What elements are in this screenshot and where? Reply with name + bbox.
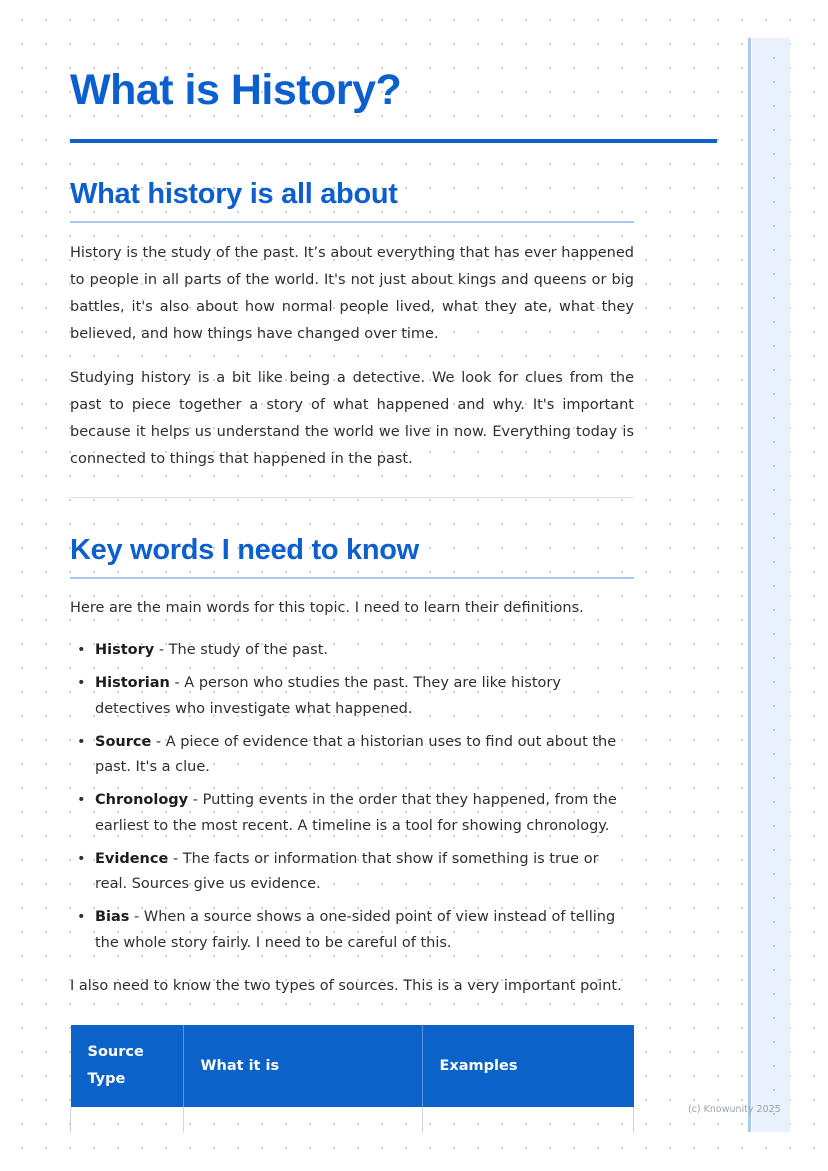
keyword-term: Source: [95, 733, 152, 750]
bullet-icon: •: [77, 642, 86, 658]
keyword-term: Chronology: [95, 792, 189, 808]
table-cell: [183, 1107, 422, 1133]
keyword-definition: - Putting events in the order that they happened, from the earliest to the most recent. A timeline is a tool for showing chronology.: [95, 792, 617, 834]
section-heading-history-about: What history is all about: [70, 178, 398, 210]
list-item: [70, 905, 635, 956]
list-item: [70, 638, 635, 664]
list-item: [70, 671, 635, 722]
table-row: [71, 1107, 634, 1133]
copyright-footer: (c) Knowunity 2025: [688, 1104, 781, 1115]
table-header-row: [71, 1025, 634, 1107]
paragraph-intro: History is the study of the past. It’s about everything that has ever happened to people in all parts of the world. It's not just about kings and queens or big battles, it's also about how normal people lived, what they ate, what they believed, and how things have changed over time.: [70, 245, 634, 342]
bullet-icon: •: [77, 792, 86, 808]
paragraph-detective: Studying history is a bit like being a detective. We look for clues from the past to piece together a story of what happened and why. It's important because it helps us understand the world we live in now. Everything today is connected to things that happened in the past.: [70, 370, 634, 467]
keyword-term: History: [95, 642, 155, 658]
table-cell: [71, 1107, 184, 1133]
title-underline: [70, 139, 717, 143]
keyword-definition: - A piece of evidence that a historian uses to find out about the past. It's a clue.: [95, 733, 617, 775]
column-header-what-it-is: What it is: [183, 1025, 422, 1107]
margin-line: [748, 38, 751, 1132]
keyword-definition: - The facts or information that show if something is true or real. Sources give us evidence.: [95, 850, 599, 892]
column-header-examples: Examples: [422, 1025, 634, 1107]
keyword-definition: - The study of the past.: [154, 642, 329, 658]
key-words-intro: Here are the main words for this topic. I need to learn their definitions.: [70, 600, 584, 616]
list-item: [70, 788, 635, 839]
margin-strip: [752, 38, 790, 1132]
keyword-term: Historian: [95, 675, 170, 691]
bullet-icon: •: [77, 909, 86, 925]
keyword-term: Evidence: [95, 850, 169, 867]
keyword-term: Bias: [95, 909, 130, 925]
page-title: What is History?: [70, 66, 402, 114]
bullet-icon: •: [77, 850, 86, 867]
bullet-icon: •: [77, 733, 86, 750]
table-cell: [422, 1107, 634, 1133]
section-heading-key-words: Key words I need to know: [70, 534, 419, 566]
sources-intro: I also need to know the two types of sources. This is a very important point.: [70, 978, 622, 994]
keyword-definition: - A person who studies the past. They are like history detectives who investigate what happened.: [95, 675, 561, 717]
section-divider: [70, 497, 634, 498]
list-item: [70, 847, 635, 898]
keyword-definition: - When a source shows a one-sided point of view instead of telling the whole story fairly. I need to be careful of this.: [95, 909, 616, 951]
section-underline: [70, 221, 634, 223]
column-header-source-type: Source Type: [71, 1025, 184, 1107]
bullet-icon: •: [77, 675, 86, 691]
list-item: [70, 730, 635, 781]
key-words-list: [70, 638, 635, 964]
section-underline: [70, 577, 634, 579]
source-types-table: [70, 1025, 634, 1133]
